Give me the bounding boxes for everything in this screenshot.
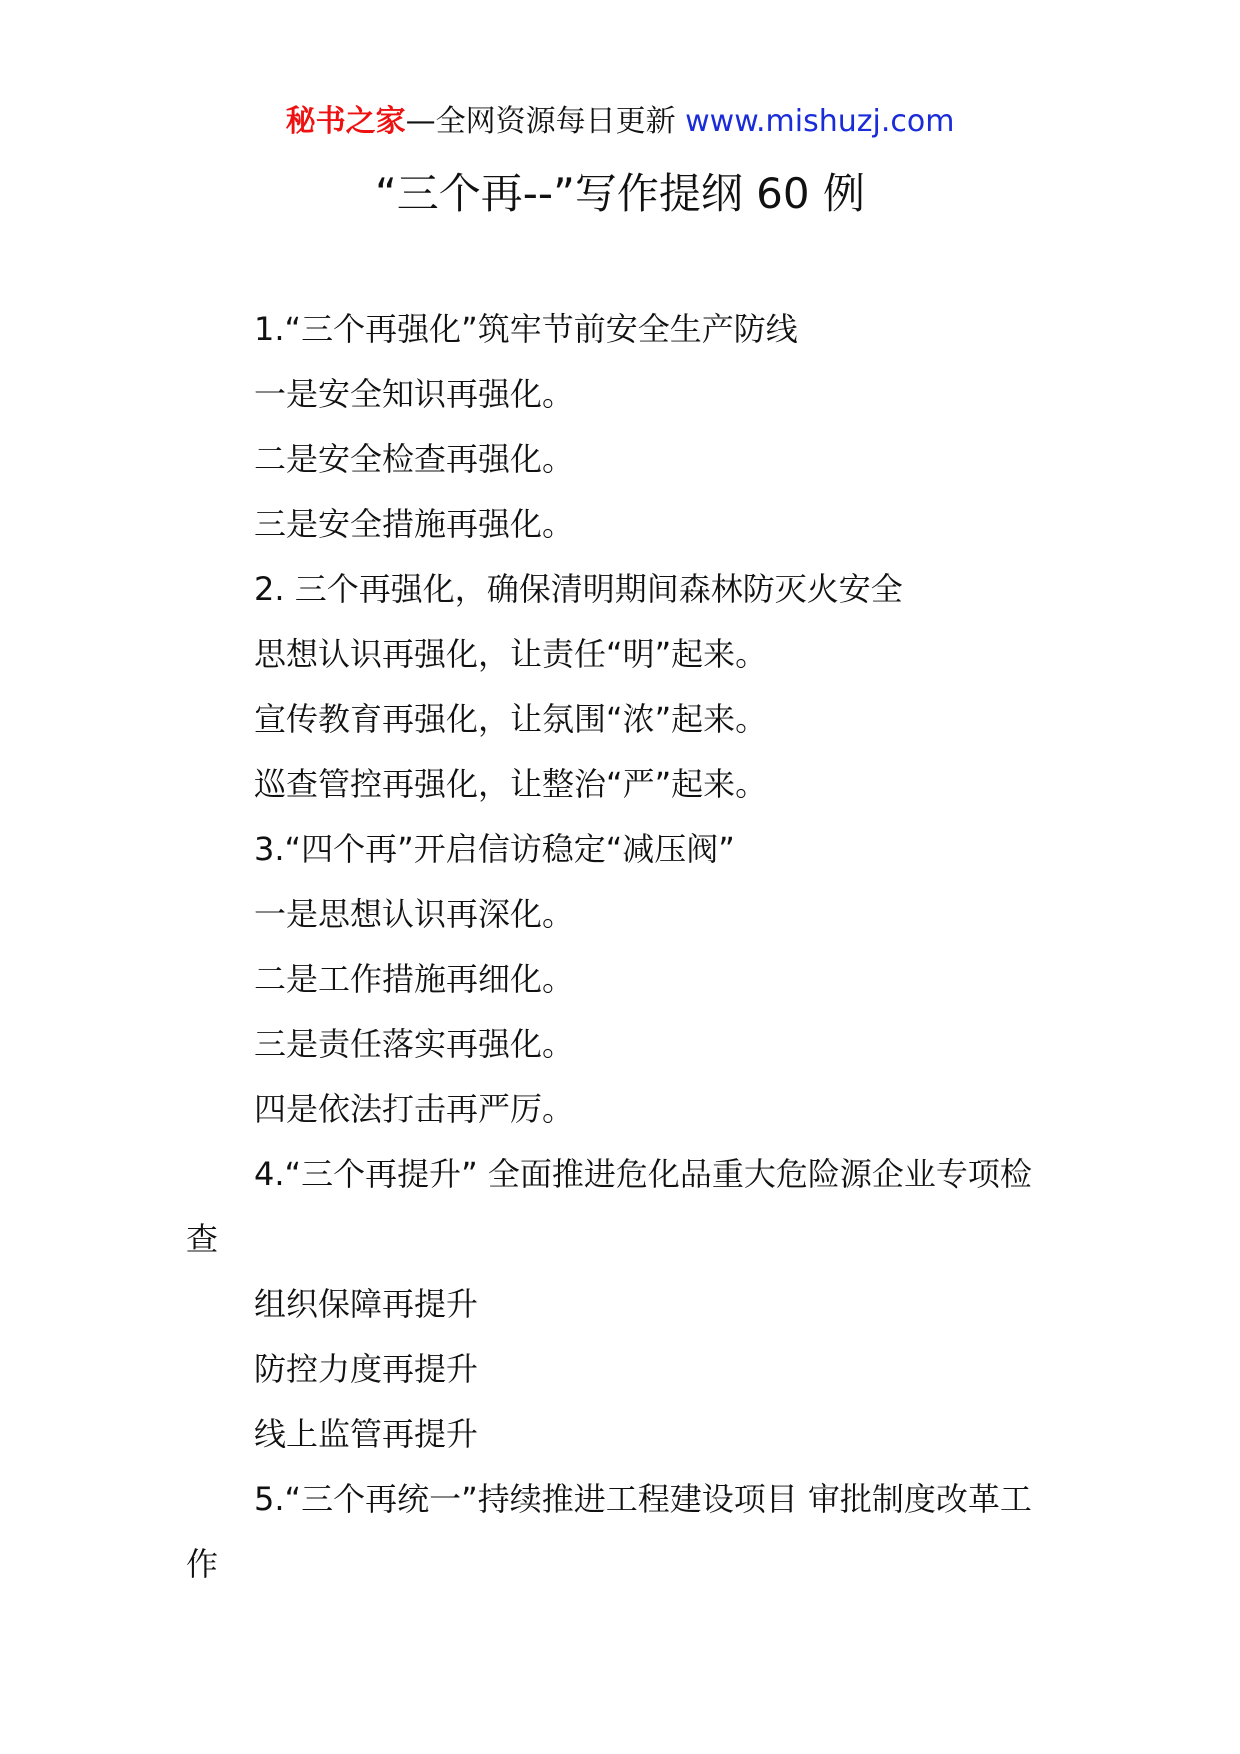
section-heading: 4.“三个再提升” 全面推进危化品重大危险源企业专项检查 [186, 1155, 1032, 1258]
list-item: 防控力度再提升 [254, 1350, 479, 1388]
list-item: 四是依法打击再严厉。 [254, 1090, 575, 1128]
document-body [186, 297, 1056, 1597]
list-item: 二是工作措施再细化。 [254, 960, 575, 998]
document-title: “三个再--”写作提纲 60 例 [375, 169, 865, 218]
section-heading: 3.“四个再”开启信访稳定“减压阀” [254, 830, 735, 868]
list-item: 宣传教育再强化，让氛围“浓”起来。 [254, 700, 768, 738]
list-item: 三是责任落实再强化。 [254, 1025, 575, 1063]
section-heading: 5.“三个再统一”持续推进工程建设项目 审批制度改革工作 [186, 1480, 1032, 1583]
list-item: 思想认识再强化，让责任“明”起来。 [254, 635, 768, 673]
list-item: 二是安全检查再强化。 [254, 440, 575, 478]
list-item: 线上监管再提升 [254, 1415, 479, 1453]
list-item: 一是安全知识再强化。 [254, 375, 575, 413]
site-header [0, 102, 1240, 142]
site-url-link[interactable]: www.mishuzj.com [685, 104, 955, 139]
section-heading: 2. 三个再强化，确保清明期间森林防灭火安全 [254, 570, 903, 608]
list-item: 一是思想认识再深化。 [254, 895, 575, 933]
section-heading: 1.“三个再强化”筑牢节前安全生产防线 [254, 310, 798, 348]
list-item: 巡查管控再强化，让整治“严”起来。 [254, 765, 768, 803]
header-slogan: —全网资源每日更新 [405, 104, 686, 139]
brand-name: 秘书之家 [285, 104, 406, 139]
list-item: 组织保障再提升 [254, 1285, 479, 1323]
list-item: 三是安全措施再强化。 [254, 505, 575, 543]
